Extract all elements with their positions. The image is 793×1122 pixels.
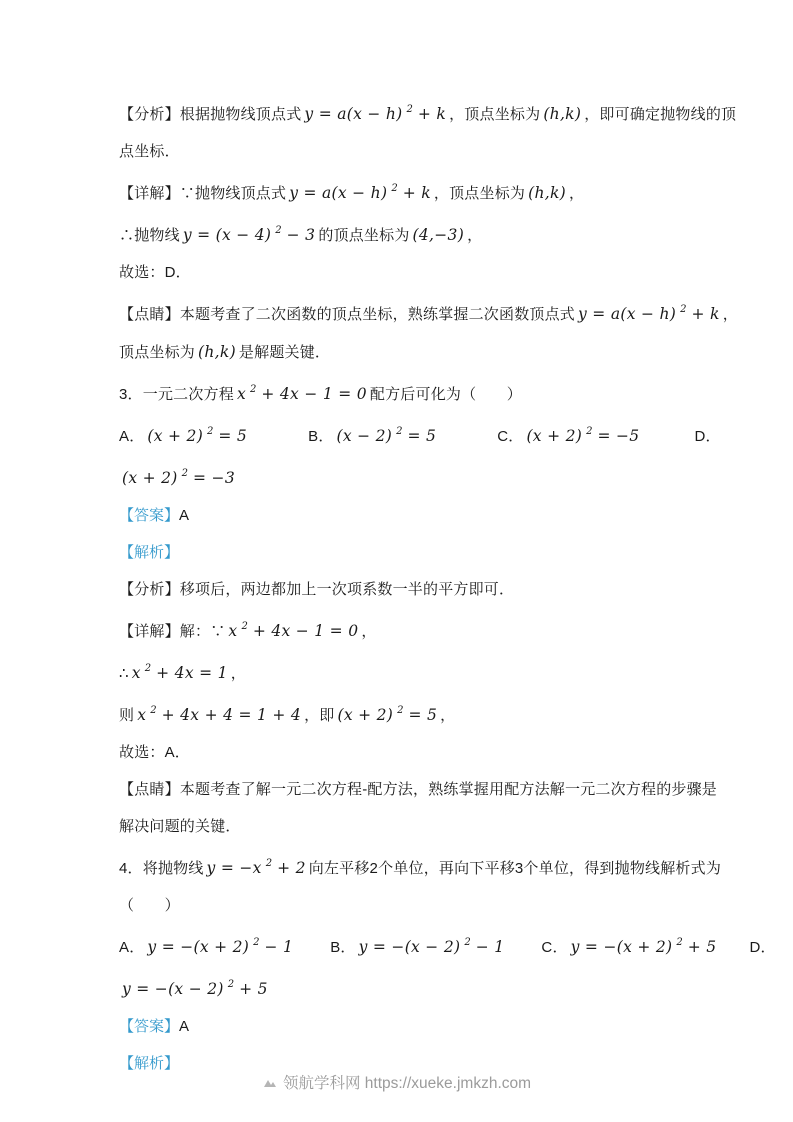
text-line — [119, 140, 729, 164]
math-run: − 1 — [475, 938, 505, 956]
text-run: 顶点坐标为 — [119, 344, 196, 361]
text-run: 解决问题的关键． — [119, 818, 241, 835]
text-run: ，顶点坐标为 — [433, 185, 526, 202]
text-line — [119, 420, 729, 449]
text-run: C． — [541, 939, 568, 956]
math-run: (x + 2) — [122, 469, 178, 487]
text-line — [119, 462, 729, 491]
math-run: + 4x + 4 = 1 + 4 — [161, 706, 302, 724]
text-run: 【详解】解：∵ — [119, 623, 226, 640]
math-superscript: 2 — [241, 621, 248, 632]
math-run: y = (x − 4) — [182, 226, 272, 244]
document-body — [119, 98, 776, 1089]
text-run: 【分析】根据抛物线顶点式 — [119, 106, 302, 123]
text-line — [119, 699, 729, 728]
text-run: ， — [230, 665, 246, 682]
math-run: + 4x − 1 = 0 — [252, 622, 359, 640]
math-superscript: 2 — [253, 937, 260, 948]
math-run: x — [228, 622, 238, 640]
math-run: y = −(x − 2) — [358, 938, 461, 956]
math-superscript: 2 — [391, 183, 398, 194]
math-run: x — [137, 706, 147, 724]
text-line — [119, 852, 729, 881]
math-run: x — [131, 664, 141, 682]
text-run: A — [179, 507, 190, 524]
math-run: x — [236, 385, 246, 403]
text-run: A． — [119, 939, 145, 956]
math-run: + 5 — [687, 938, 717, 956]
text-line — [119, 578, 729, 602]
text-run: ， — [569, 185, 585, 202]
math-run: (x − 2) — [336, 427, 393, 445]
text-run: 点坐标． — [119, 143, 180, 160]
text-line — [119, 261, 729, 285]
math-superscript: 2 — [275, 225, 282, 236]
text-run: 则 — [119, 707, 135, 724]
math-superscript: 2 — [680, 304, 687, 315]
math-run: (h,k) — [543, 105, 582, 123]
text-line — [119, 219, 729, 248]
math-superscript: 2 — [250, 384, 257, 395]
text-run: ，即可确定抛物线的顶 — [584, 106, 737, 123]
answer-label: 【解析】 — [119, 1055, 180, 1072]
math-superscript: 2 — [396, 426, 403, 437]
math-superscript: 2 — [181, 468, 189, 479]
text-run: 向左平移2个单位，再向下平移3个单位，得到抛物线解析式为 — [308, 860, 722, 877]
math-run: (x + 2) — [147, 427, 204, 445]
math-superscript: 2 — [586, 426, 593, 437]
math-run: − 1 — [264, 938, 294, 956]
math-run: = 5 — [218, 427, 248, 445]
math-superscript: 2 — [265, 858, 273, 869]
text-run: ， — [722, 306, 738, 323]
answer-label: 【解析】 — [119, 544, 180, 561]
math-run: (h,k) — [198, 343, 236, 361]
text-line — [119, 894, 729, 918]
math-superscript: 2 — [464, 937, 471, 948]
math-run: y = −(x − 2) — [122, 980, 224, 998]
math-superscript: 2 — [676, 937, 683, 948]
text-run: A． — [119, 428, 145, 445]
text-line — [119, 741, 729, 765]
math-run: (4,−3) — [412, 226, 465, 244]
text-run: 【详解】∵抛物线顶点式 — [119, 185, 287, 202]
text-run: （ ） — [119, 897, 180, 914]
math-run: (x + 2) — [526, 427, 583, 445]
text-line — [119, 177, 729, 206]
text-run: 【分析】移项后，两边都加上一次项系数一半的平方即可． — [119, 581, 515, 598]
text-run: ， — [361, 623, 377, 640]
text-line — [119, 815, 729, 839]
math-superscript: 2 — [207, 426, 214, 437]
text-run: 是解题关键． — [238, 344, 331, 361]
footer-logo-icon — [262, 1075, 278, 1096]
text-line — [119, 778, 729, 802]
text-line — [119, 931, 776, 960]
text-run: D． — [694, 428, 721, 445]
text-run: ∴ — [119, 665, 129, 682]
math-run: − 3 — [286, 226, 316, 244]
text-run: 4．将抛物线 — [119, 860, 204, 877]
math-run: + k — [691, 305, 720, 323]
math-run: = −5 — [597, 427, 640, 445]
text-run: 故选：D． — [119, 264, 191, 281]
text-run: 3．一元二次方程 — [119, 386, 234, 403]
text-run: C． — [497, 428, 524, 445]
text-line — [119, 615, 729, 644]
math-run: + k — [402, 184, 431, 202]
text-line — [119, 298, 738, 327]
math-run: y = a(x − h) — [578, 305, 677, 323]
text-run: 故选：A． — [119, 744, 191, 761]
math-superscript: 2 — [144, 663, 152, 674]
text-run: ，顶点坐标为 — [449, 106, 541, 123]
math-run: + k — [417, 105, 447, 123]
text-run: B． — [330, 939, 356, 956]
math-superscript: 2 — [227, 979, 235, 990]
math-run: + 2 — [277, 859, 306, 877]
math-superscript: 2 — [397, 705, 404, 716]
text-run: ， — [467, 227, 483, 244]
text-run: ∴抛物线 — [119, 227, 180, 244]
text-run: 【点睛】本题考查了二次函数的顶点坐标，熟练掌握二次函数顶点式 — [119, 306, 576, 323]
math-run: (h,k) — [528, 184, 567, 202]
text-run: 【点睛】本题考查了解一元二次方程-配方法，熟练掌握用配方法解一元二次方程的步骤是 — [119, 781, 717, 798]
text-run: 的顶点坐标为 — [318, 227, 410, 244]
text-line — [119, 98, 737, 127]
math-run: y = −x — [206, 859, 262, 877]
text-line — [119, 504, 729, 528]
footer-text: 领航学科网 https://xueke.jmkzh.com — [282, 1075, 532, 1092]
answer-label: 【答案】 — [119, 1018, 180, 1035]
math-run: y = a(x − h) — [304, 105, 403, 123]
text-run: ， — [440, 707, 456, 724]
math-run: y = −(x + 2) — [570, 938, 673, 956]
text-line — [119, 973, 729, 1002]
math-run: (x + 2) — [337, 706, 394, 724]
math-superscript: 2 — [406, 104, 413, 115]
answer-label: 【答案】 — [119, 507, 180, 524]
text-run: D． — [749, 939, 776, 956]
math-run: y = −(x + 2) — [147, 938, 250, 956]
text-line — [119, 541, 729, 565]
text-run: B． — [308, 428, 334, 445]
math-superscript: 2 — [150, 705, 157, 716]
math-run: = 5 — [408, 706, 438, 724]
math-run: = 5 — [407, 427, 437, 445]
math-run: y = a(x − h) — [289, 184, 388, 202]
math-run: = −3 — [193, 469, 235, 487]
math-run: + 4x − 1 = 0 — [261, 385, 367, 403]
text-line — [119, 657, 729, 686]
page-footer — [0, 1071, 793, 1096]
text-line — [119, 378, 729, 407]
text-run: 配方后可化为（ ） — [369, 386, 522, 403]
text-run: A — [179, 1018, 190, 1035]
math-run: + 4x = 1 — [156, 664, 228, 682]
text-line — [119, 340, 729, 365]
math-run: + 5 — [239, 980, 268, 998]
text-line — [119, 1015, 729, 1039]
text-run: ，即 — [304, 707, 335, 724]
